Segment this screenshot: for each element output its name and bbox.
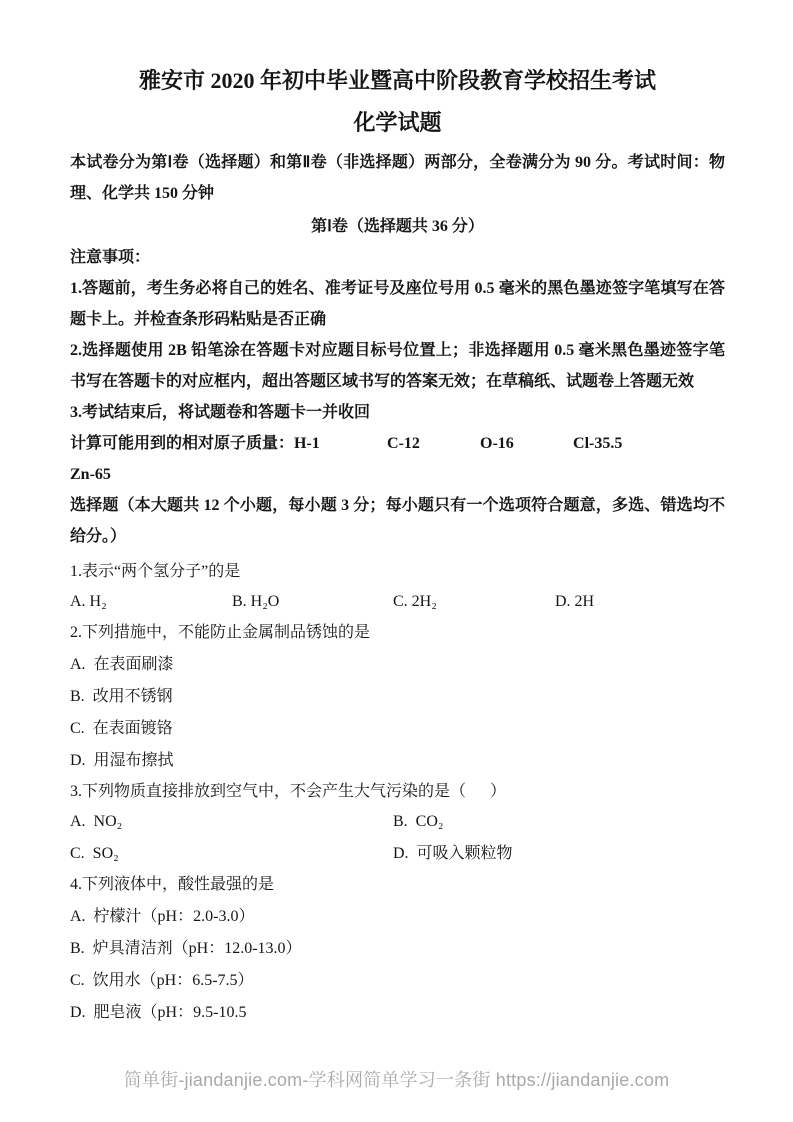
question-1-option-b: B. H₂O	[232, 593, 280, 610]
atomic-mass-o: O-16	[480, 435, 514, 452]
note-item-1: 1.答题前，考生务必将自己的姓名、准考证号及座位号用 0.5 毫米的黑色墨迹签字笔填写在答题卡上。并检查条形码粘贴是否正确	[70, 280, 725, 328]
notes-heading: 注意事项：	[70, 249, 151, 266]
question-4-option-a: A. 柠檬汁（pH：2.0-3.0）	[70, 908, 255, 925]
question-4-option-d: D. 肥皂液（pH：9.5-10.5	[70, 1004, 247, 1021]
exam-intro-paragraph: 本试卷分为第Ⅰ卷（选择题）和第Ⅱ卷（非选择题）两部分，全卷满分为 90 分。考试时间：物理、化学共 150 分钟	[70, 154, 725, 202]
question-1	[70, 561, 725, 613]
question-1-stem: 1.表示“两个氢分子”的是	[70, 563, 241, 580]
atomic-mass-c: C-12	[387, 435, 420, 452]
question-1-option-d: D. 2H	[555, 593, 595, 610]
questions-section	[70, 561, 725, 1024]
question-3-options	[70, 811, 725, 865]
question-2-option-b: B. 改用不锈钢	[70, 688, 173, 705]
question-2-stem: 2.下列措施中，不能防止金属制品锈蚀的是	[70, 624, 371, 641]
page-content	[0, 66, 793, 1024]
atomic-mass-label: 计算可能用到的相对原子质量：	[70, 435, 295, 452]
exam-subtitle: 化学试题	[353, 110, 442, 135]
question-1-options	[70, 591, 725, 613]
question-2	[70, 622, 725, 772]
question-4-option-b: B. 炉具清洁剂（pH：12.0-13.0）	[70, 940, 302, 957]
question-2-option-a: A. 在表面刷漆	[70, 656, 174, 673]
question-1-option-c: C. 2H₂	[393, 593, 437, 610]
note-item-3: 3.考试结束后，将试题卷和答题卡一并收回	[70, 404, 371, 421]
question-2-option-c: C. 在表面镀铬	[70, 720, 173, 737]
question-4-option-c: C. 饮用水（pH：6.5-7.5）	[70, 972, 254, 989]
atomic-mass-cl: Cl-35.5	[573, 435, 623, 452]
atomic-mass-line	[70, 428, 725, 459]
question-3-option-a: A. NO₂	[70, 813, 123, 830]
exam-title: 雅安市 2020 年初中毕业暨高中阶段教育学校招生考试	[138, 68, 656, 93]
multiple-choice-instruction: 选择题（本大题共 12 个小题，每小题 3 分；每小题只有一个选项符合题意，多选、错选均不给分。）	[70, 497, 725, 545]
question-4	[70, 874, 725, 1024]
question-3-option-d: D. 可吸入颗粒物	[393, 845, 513, 862]
question-2-option-d: D. 用湿布擦拭	[70, 752, 174, 769]
question-1-option-a: A. H₂	[70, 593, 107, 610]
question-3-stem: 3.下列物质直接排放到空气中，不会产生大气污染的是（ ）	[70, 783, 507, 800]
watermark-footer: 简单街-jiandanjie.com-学科网简单学习一条街 https://jiandanjie.com	[123, 1070, 670, 1090]
atomic-mass-h: H-1	[294, 435, 320, 452]
question-3-option-b: B. CO₂	[393, 813, 444, 830]
question-4-stem: 4.下列液体中，酸性最强的是	[70, 876, 275, 893]
atomic-mass-zn: Zn-65	[70, 466, 111, 483]
question-3-option-c: C. SO₂	[70, 845, 119, 862]
question-3	[70, 781, 725, 865]
note-item-2: 2.选择题使用 2B 铅笔涂在答题卡对应题目标号位置上；非选择题用 0.5 毫米黑色墨迹签字笔书写在答题卡的对应框内，超出答题区域书写的答案无效；在草稿纸、试题卷上答题无效	[70, 342, 725, 390]
section-1-heading: 第Ⅰ卷（选择题共 36 分）	[311, 218, 484, 235]
